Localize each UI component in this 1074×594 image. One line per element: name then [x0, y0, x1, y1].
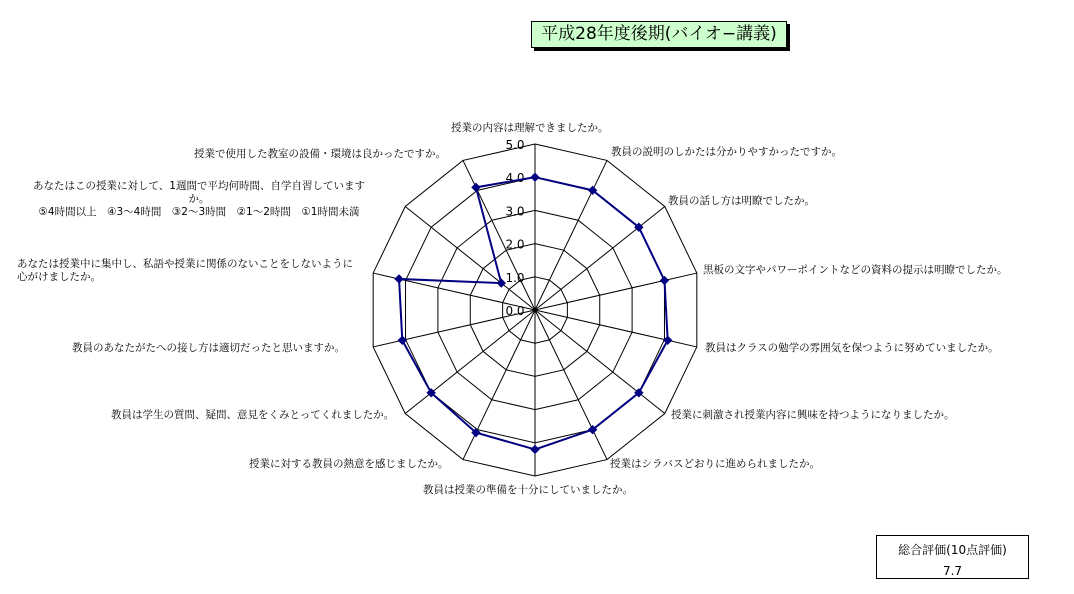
- axis-label-12: あなたは授業中に集中し、私語や授業に関係のないことをしないように 心がけましたか。: [17, 258, 353, 283]
- axis-label-1: 授業の内容は理解できましたか。: [451, 122, 609, 134]
- axis-label-9: 授業に対する教員の熱意を感じましたか。: [249, 458, 449, 470]
- overall-rating-label: 総合評価(10点評価): [898, 543, 1007, 557]
- axis-label-14: 授業で使用した教室の設備・環境は良かったですか。: [194, 148, 446, 160]
- axis-label-10: 教員は学生の質問、疑問、意見をくみとってくれましたか。: [111, 409, 395, 421]
- axis-label-13: あなたはこの授業に対して、1週間で平均何時間、自学自習しています か。 ⑤4時間以上 ④3〜4時間 ③2〜3時間 ②1〜2時間 ①1時間未満: [33, 180, 365, 218]
- overall-rating-box: [876, 535, 1029, 579]
- spoke-5: [535, 310, 697, 347]
- axis-label-3: 教員の話し方は明瞭でしたか。: [668, 195, 815, 207]
- chart-title: 平成28年度後期(バイオ−講義): [531, 21, 787, 48]
- scale-tick-2.0: 2.0: [505, 237, 525, 252]
- axis-label-11: 教員のあなたがたへの接し方は適切だったと思いますか。: [72, 342, 345, 354]
- axis-label-2: 教員の説明のしかたは分かりやすかったですか。: [611, 146, 842, 158]
- scale-tick-3.0: 3.0: [505, 204, 525, 219]
- data-point-4: [660, 276, 668, 284]
- scale-tick-5.0: 5.0: [505, 138, 525, 152]
- axis-label-5: 教員はクラスの勉学の雰囲気を保つように努めていましたか。: [705, 342, 999, 354]
- data-point-8: [531, 445, 539, 453]
- axis-label-4: 黒板の文字やパワーポイントなどの資料の提示は明瞭でしたか。: [703, 264, 1008, 276]
- spoke-4: [535, 273, 697, 310]
- data-point-12: [395, 275, 403, 283]
- data-point-1: [531, 173, 539, 181]
- axis-label-6: 授業に刺激され授業内容に興味を持つようになりましたか。: [671, 409, 955, 421]
- scale-tick-1.0: 1.0: [505, 270, 525, 285]
- scale-tick-4.0: 4.0: [505, 171, 525, 186]
- overall-rating-value: 7.7: [942, 564, 963, 578]
- axis-label-7: 授業はシラバスどおりに進められましたか。: [610, 458, 820, 470]
- axis-label-8: 教員は授業の準備を十分にしていましたか。: [423, 484, 633, 496]
- scale-tick-0.0: 0.0: [505, 304, 525, 318]
